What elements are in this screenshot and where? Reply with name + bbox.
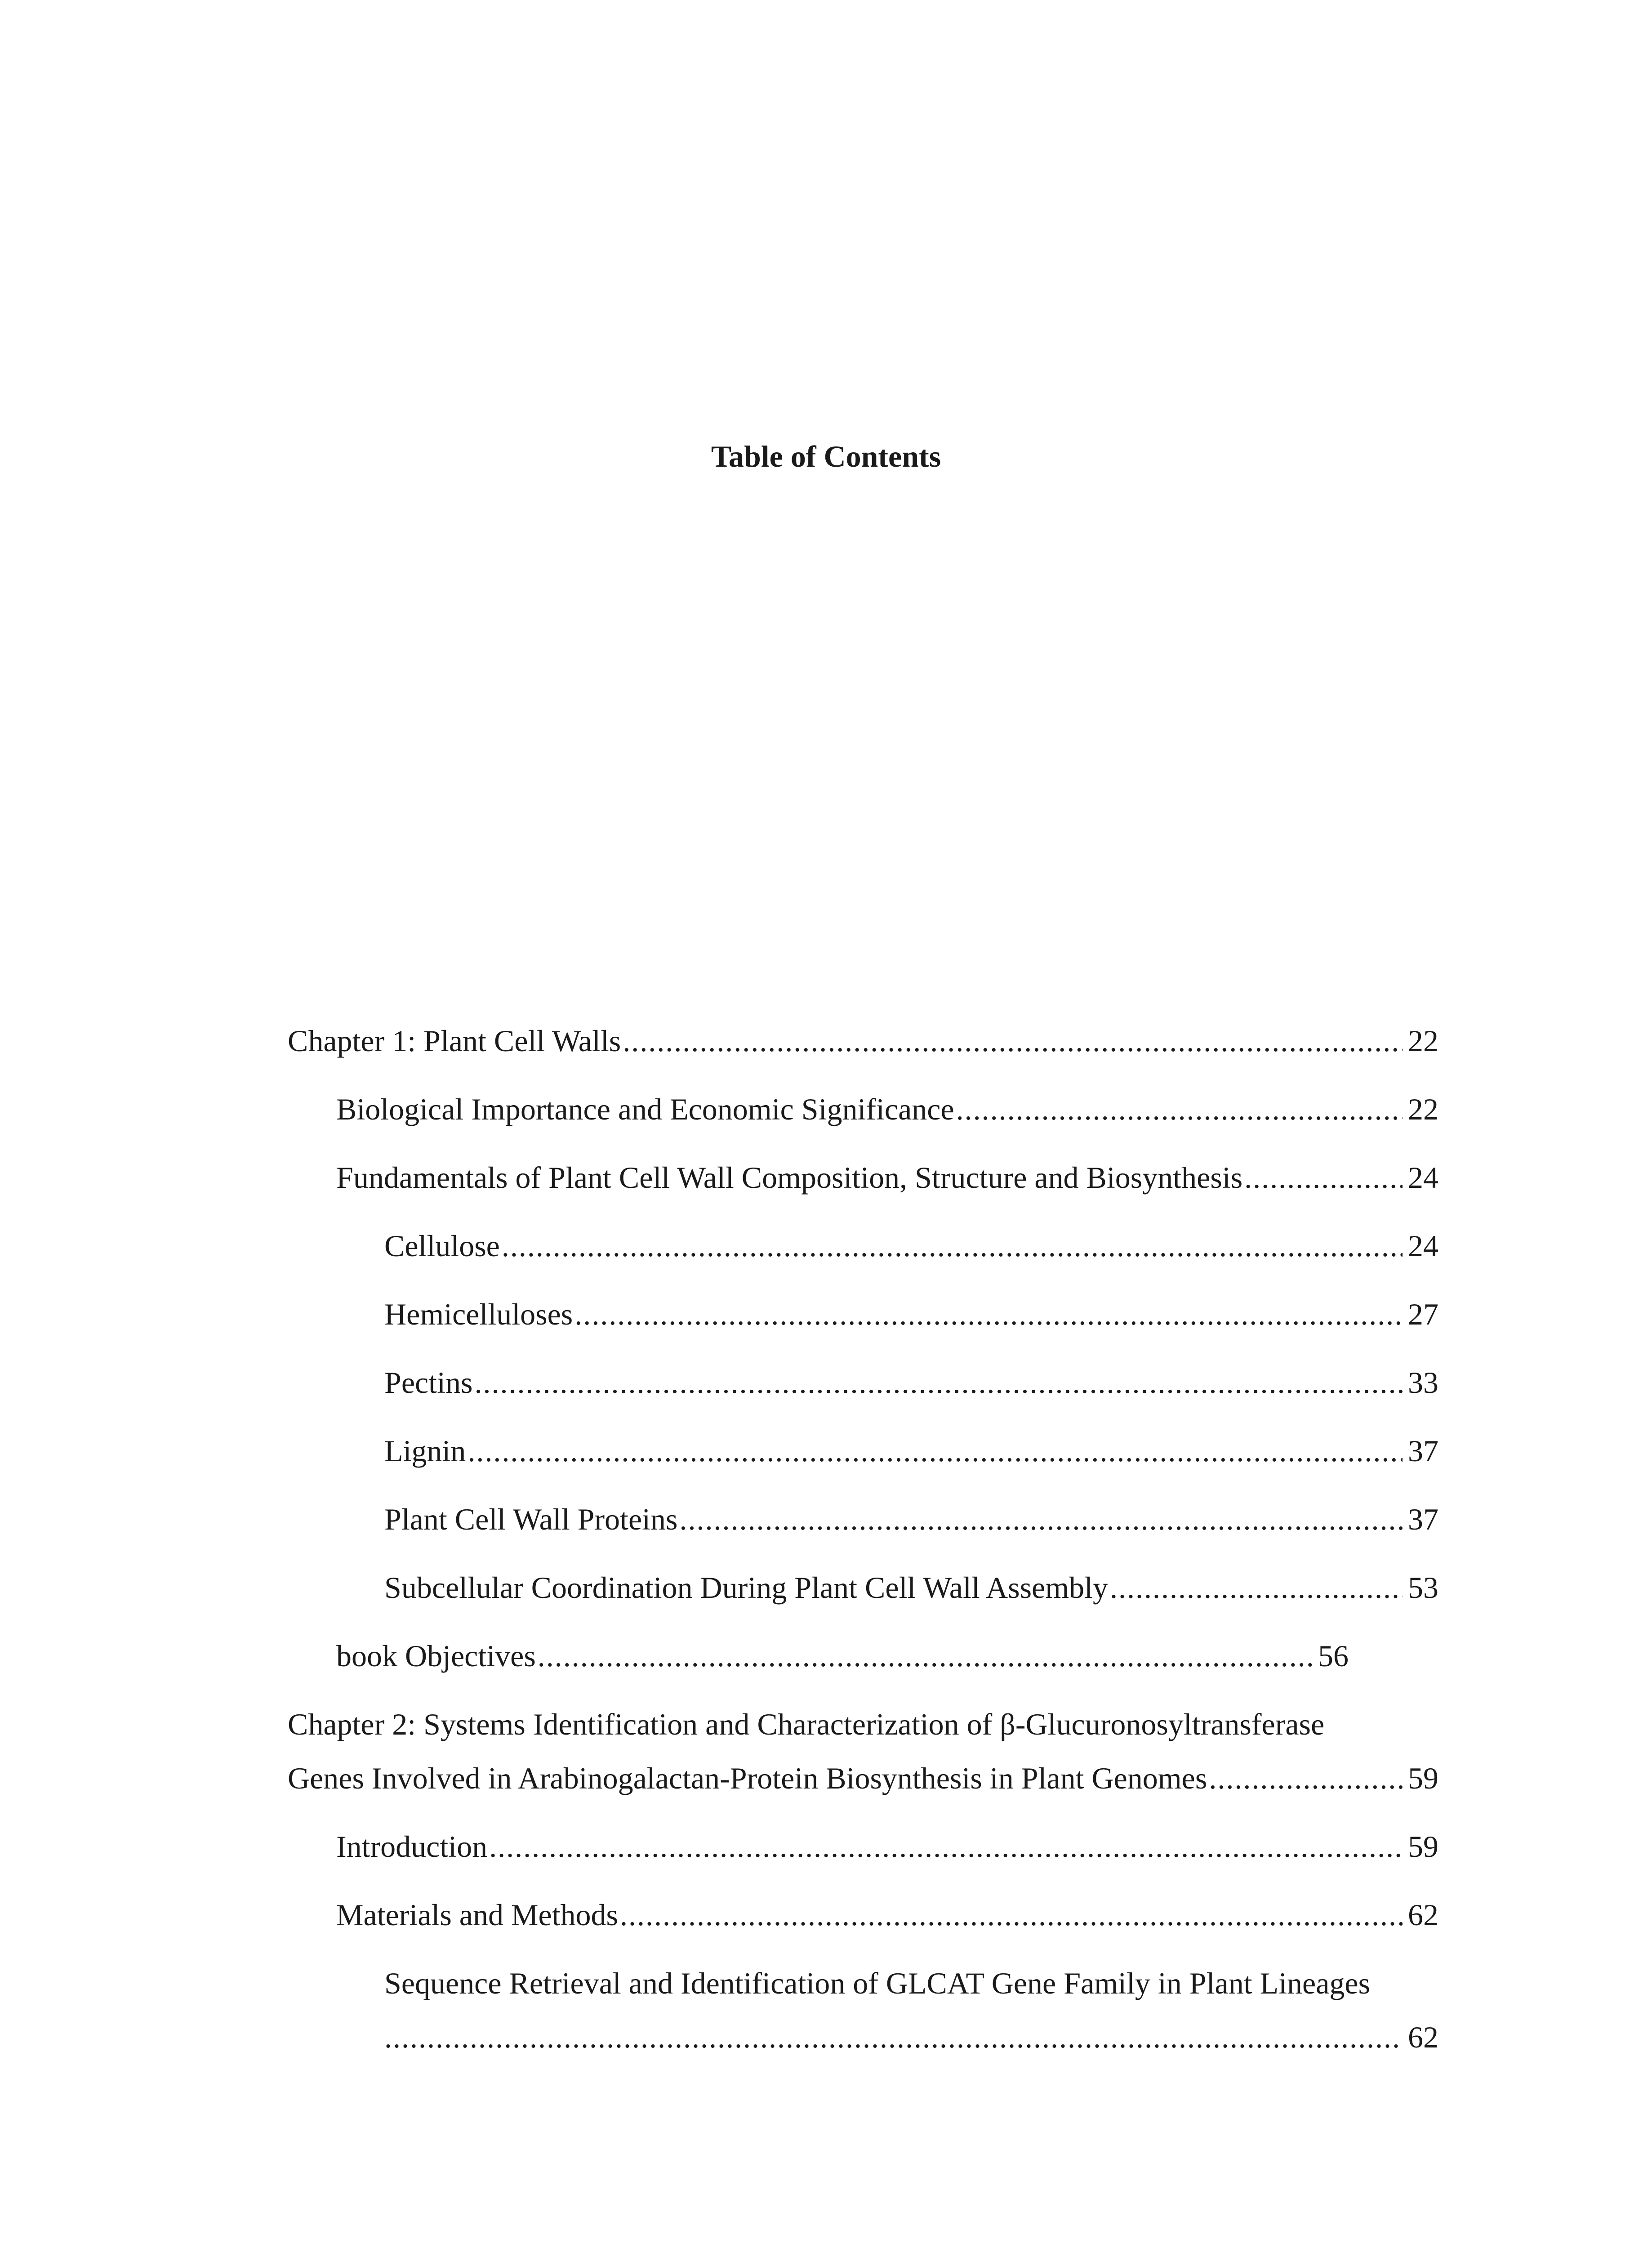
toc-page-number: 37	[1408, 1434, 1438, 1468]
toc-entry-label: Cellulose	[384, 1229, 500, 1263]
toc-page-number: 59	[1408, 1829, 1438, 1864]
toc-entry-lignin[interactable]	[384, 1433, 1438, 1469]
dot-leader	[620, 1897, 1403, 1933]
toc-page-number: 62	[1408, 2020, 1438, 2054]
toc-page-number: 22	[1408, 1024, 1438, 1058]
toc-entry-chapter-2[interactable]	[288, 1706, 1438, 1796]
toc-entry-label: book Objectives	[336, 1639, 536, 1673]
toc-entry-cellulose[interactable]	[384, 1228, 1438, 1264]
dot-leader	[1244, 1160, 1403, 1195]
dot-leader	[474, 1365, 1403, 1401]
toc-entry-label: Fundamentals of Plant Cell Wall Composition, Structure and Biosynthesis	[336, 1160, 1243, 1195]
toc-entry-hemicelluloses[interactable]	[384, 1296, 1438, 1332]
toc-page-number: 24	[1408, 1160, 1438, 1195]
toc-entry-biological-importance[interactable]	[336, 1091, 1438, 1127]
dot-leader	[489, 1829, 1403, 1864]
dot-leader	[574, 1296, 1403, 1332]
toc-page-number: 56	[1318, 1639, 1349, 1673]
toc-page-number: 37	[1408, 1502, 1438, 1536]
toc-entry-book-objectives[interactable]	[336, 1638, 1349, 1674]
toc-entry-chapter-1[interactable]	[288, 1023, 1438, 1059]
dot-leader	[623, 1023, 1403, 1059]
toc-page-number: 62	[1408, 1898, 1438, 1932]
dot-leader	[502, 1228, 1403, 1264]
toc-entry-label-line1: Chapter 2: Systems Identification and Characterization of β-Glucuronosyltransferase	[288, 1707, 1325, 1741]
toc-entry-label: Biological Importance and Economic Significance	[336, 1092, 954, 1126]
toc-entry-materials-and-methods[interactable]	[336, 1897, 1438, 1933]
toc-entry-label: Lignin	[384, 1434, 466, 1468]
dot-leader	[468, 1433, 1403, 1469]
toc-entry-cell-wall-proteins[interactable]	[384, 1501, 1438, 1537]
toc-page-number: 27	[1408, 1297, 1438, 1331]
dot-leader	[538, 1638, 1313, 1674]
toc-entry-subcellular-coordination[interactable]	[384, 1570, 1438, 1606]
dot-leader	[679, 1501, 1403, 1537]
dot-leader	[384, 2019, 1403, 2055]
toc-entry-label: Pectins	[384, 1365, 473, 1400]
toc-entry-label-line2: Genes Involved in Arabinogalactan-Protein Biosynthesis in Plant Genomes	[288, 1761, 1207, 1795]
toc-entry-sequence-retrieval[interactable]	[384, 1965, 1438, 2055]
toc-page-number: 22	[1408, 1092, 1438, 1126]
toc-entry-label: Sequence Retrieval and Identification of GLCAT Gene Family in Plant Lineages	[384, 1966, 1371, 2000]
toc-page-number: 53	[1408, 1570, 1438, 1605]
table-of-contents	[0, 1023, 1652, 2087]
dot-leader	[956, 1091, 1403, 1127]
toc-entry-fundamentals[interactable]	[336, 1160, 1438, 1195]
toc-page-number: 33	[1408, 1365, 1438, 1400]
dot-leader	[1110, 1570, 1403, 1606]
toc-entry-label: Introduction	[336, 1829, 488, 1864]
toc-page-number: 24	[1408, 1229, 1438, 1263]
toc-entry-introduction[interactable]	[336, 1829, 1438, 1864]
page-title: Table of Contents	[711, 439, 941, 473]
toc-entry-label: Materials and Methods	[336, 1898, 618, 1932]
toc-entry-label: Subcellular Coordination During Plant Cell Wall Assembly	[384, 1570, 1109, 1605]
toc-entry-label: Hemicelluloses	[384, 1297, 573, 1331]
dot-leader	[1209, 1760, 1403, 1796]
toc-page-number: 59	[1408, 1761, 1438, 1795]
toc-entry-label: Plant Cell Wall Proteins	[384, 1502, 678, 1536]
toc-entry-pectins[interactable]	[384, 1365, 1438, 1401]
toc-entry-label: Chapter 1: Plant Cell Walls	[288, 1024, 621, 1058]
